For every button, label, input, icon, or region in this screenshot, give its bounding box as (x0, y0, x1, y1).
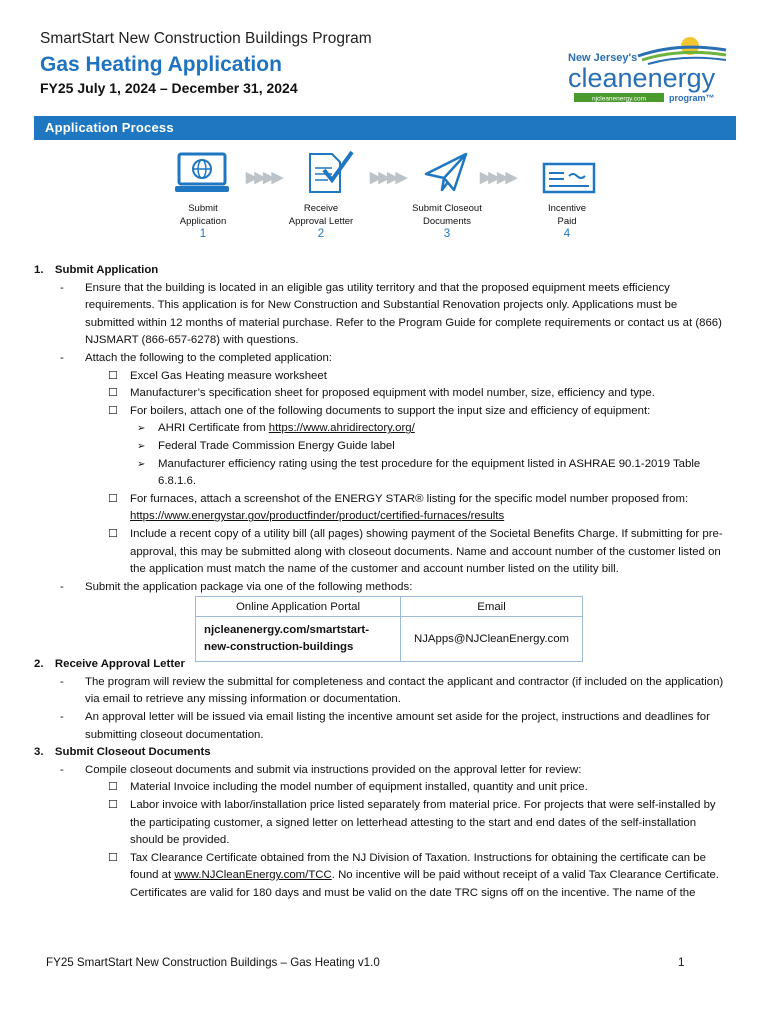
checklist-item (34, 850, 734, 903)
instructions-body (34, 262, 734, 903)
section-band (34, 116, 736, 140)
section-1-heading: 1. Submit Application (34, 264, 159, 276)
s3-cb2-line-3: should be provided. (130, 834, 230, 847)
portal-url[interactable]: njcleanenergy.com/smartstart-new-construction-buildings (196, 617, 401, 662)
dash-bullet: - (60, 281, 64, 294)
checkbox-icon: ☐ (108, 369, 118, 382)
s1-d3: Submit the application package via one of the following methods: (85, 580, 413, 593)
table-row (196, 617, 583, 662)
s1-cb5-line-2: approval, this may be submitted along with closeout documents. Name and account number of the customer listed on (130, 545, 721, 558)
ahri-link[interactable]: https://www.ahridirectory.org/ (268, 422, 415, 435)
logo-word: cleanenergy (568, 63, 716, 93)
energy-star-link[interactable]: https://www.energystar.gov/productfinder/product/certified-furnaces/results (130, 510, 505, 523)
arrow-bullet-icon: ➢ (137, 458, 146, 470)
checkbox-icon: ☐ (108, 851, 118, 864)
checklist-item (34, 368, 734, 386)
step-4-number: 4 (563, 228, 571, 240)
checkbox-icon: ☐ (108, 781, 118, 794)
arrow-bullet-icon: ➢ (137, 440, 146, 452)
step-1-number: 1 (199, 228, 207, 240)
s1-cb5-line-3: the application must match the name of the customer and account number listed on the utility bill. (130, 563, 619, 576)
s3-cb3-post: . No incentive will be paid without receipt of a valid Tax Clearance Certificate. (331, 869, 720, 882)
step-1-line-1: Submit (188, 203, 218, 214)
nj-clean-energy-logo (568, 34, 728, 106)
dash-bullet: - (60, 763, 64, 776)
s1-d1-line-1: Ensure that the building is located in an eligible gas utility territory and that the proposed equipment meets efficiency (85, 281, 670, 294)
logo-top-text: New Jersey's (568, 52, 638, 64)
s3-cb2-line-1: Labor invoice with labor/installation price listed separately from material price. For projects that were self-installed by (130, 799, 716, 812)
s1-d1-line-3: submitted within 12 months of material purchase. Refer to the Program Guide for complete requirements or contact us at (866) (85, 316, 722, 329)
checkbox-icon: ☐ (108, 492, 118, 505)
s2-d2-line-2: submitting closeout documentation. (85, 728, 264, 741)
s1-d1-line-2: requirements. This application is for New Construction and Substantial Renovation projects only. Applications must be (85, 299, 678, 312)
s3-cb3-line-3: Certificates are valid for 180 days and must be valid on the date TRC signs off on the incentive. The name of the (130, 887, 696, 899)
step-arrow-1: ▶▶▶▶ (246, 169, 281, 186)
arrow-item (34, 438, 734, 456)
step-3-line-1: Submit Closeout (412, 203, 482, 214)
email-address[interactable]: NJApps@NJCleanEnergy.com (401, 617, 583, 662)
page-number: 1 (678, 956, 685, 969)
s1-cb5-line-1: Include a recent copy of a utility bill (all pages) showing payment of the Societal Benefits Charge. If submitting for pre- (130, 527, 723, 540)
document-check-icon (306, 148, 356, 196)
step-4 (512, 202, 622, 241)
dash-bullet: - (60, 675, 64, 688)
list-item (34, 709, 734, 744)
fiscal-year: FY25 July 1, 2024 – December 31, 2024 (40, 80, 298, 96)
s1-cb4-line-1: For furnaces, attach a screenshot of the ENERGY STAR® listing for the specific model number proposed from: (130, 492, 689, 505)
list-item (34, 350, 734, 368)
step-arrow-3: ▶▶▶▶ (480, 169, 515, 186)
step-2 (266, 202, 376, 241)
step-4-line-1: Incentive (547, 203, 587, 214)
checklist-item (34, 491, 734, 526)
list-item (34, 280, 734, 350)
step-2-number: 2 (317, 228, 325, 240)
s1-ar2: Federal Trade Commission Energy Guide label (158, 439, 395, 452)
step-1 (148, 202, 258, 241)
table-header-email: Email (401, 597, 583, 617)
s3-cb1: Material Invoice including the model number of equipment installed, quantity and unit price. (130, 781, 588, 794)
s1-cb2: Manufacturer’s specification sheet for proposed equipment with model number, size, efficiency and type. (130, 387, 655, 400)
step-arrow-2: ▶▶▶▶ (370, 169, 405, 186)
s1-d2: Attach the following to the completed application: (85, 351, 332, 364)
s2-d2-line-1: An approval letter will be issued via email listing the incentive amount set aside for the project, instructions and deadlines for (85, 711, 710, 724)
step-3-line-2: Documents (422, 216, 472, 227)
checkbox-icon: ☐ (108, 527, 118, 540)
s3-cb3-pre: found at (130, 869, 175, 882)
s2-d1-line-1: The program will review the submittal for completeness and contact the applicant and contractor (if included on the application) (85, 675, 724, 688)
dash-bullet: - (60, 711, 64, 724)
checklist-item (34, 526, 734, 579)
check-payment-icon (542, 162, 596, 194)
checklist-item (34, 385, 734, 403)
table-header-row (196, 597, 583, 617)
list-item (34, 674, 734, 709)
checkbox-icon: ☐ (108, 404, 118, 417)
section-band-title: Application Process (45, 120, 174, 135)
program-name: SmartStart New Construction Buildings Program (40, 30, 372, 47)
process-diagram (0, 148, 770, 248)
s1-cb1: Excel Gas Heating measure worksheet (130, 369, 327, 382)
step-1-line-2: Application (179, 216, 227, 227)
page-footer: FY25 SmartStart New Construction Buildings – Gas Heating v1.0 (46, 956, 380, 969)
checklist-item (34, 797, 734, 850)
paper-plane-icon (424, 152, 470, 194)
s1-ar3-line-2: 6.8.1.6. (158, 475, 196, 488)
checkbox-icon: ☐ (108, 799, 118, 812)
checkbox-icon: ☐ (108, 387, 118, 400)
checklist-item (34, 403, 734, 421)
section-2-heading: 2. Receive Approval Letter (34, 658, 185, 671)
s2-d1-line-2: via email to retrieve any missing information or documentation. (85, 693, 401, 706)
laptop-globe-icon (174, 152, 230, 196)
step-3 (392, 202, 502, 241)
dash-bullet: - (60, 580, 64, 593)
submission-methods-table (195, 596, 583, 662)
step-3-number: 3 (443, 228, 451, 240)
s1-ar1-text: AHRI Certificate from (158, 422, 269, 435)
checklist-item (34, 779, 734, 797)
s3-cb2-line-2: the participating customer, a signed letter on letterhead attesting to the start and end dates of the self-installation (130, 816, 697, 829)
table-header-portal: Online Application Portal (196, 597, 401, 617)
list-item (34, 762, 734, 780)
s1-d1-line-4: NJSMART (866-657-6278) with questions. (85, 334, 299, 347)
s3-cb3-line-1: Tax Clearance Certificate obtained from the NJ Division of Taxation. Instructions for obtaining the certificate can be (130, 851, 706, 864)
page-title: Gas Heating Application (40, 53, 282, 76)
s1-cb3: For boilers, attach one of the following documents to support the input size and efficiency of equipment: (130, 404, 651, 417)
s3-d1: Compile closeout documents and submit via instructions provided on the approval letter for review: (85, 763, 582, 776)
list-item (34, 579, 734, 597)
tcc-link[interactable]: www.NJCleanEnergy.com/TCC (174, 869, 332, 882)
step-2-line-2: Approval Letter (288, 216, 354, 227)
section-3-heading: 3. Submit Closeout Documents (34, 746, 211, 759)
dash-bullet: - (60, 351, 64, 364)
logo-url: njcleanenergy.com (591, 95, 647, 103)
arrow-item (34, 420, 734, 438)
arrow-bullet-icon: ➢ (137, 423, 146, 435)
s1-ar3-line-1: Manufacturer efficiency rating using the test procedure for the equipment listed in ASHRAE 90.1-2019 Table (158, 457, 701, 470)
arrow-item (34, 456, 734, 491)
logo-program: program™ (669, 93, 715, 103)
logo-graphic (568, 34, 728, 106)
step-2-line-1: Receive (303, 203, 339, 214)
step-4-line-2: Paid (557, 216, 577, 227)
